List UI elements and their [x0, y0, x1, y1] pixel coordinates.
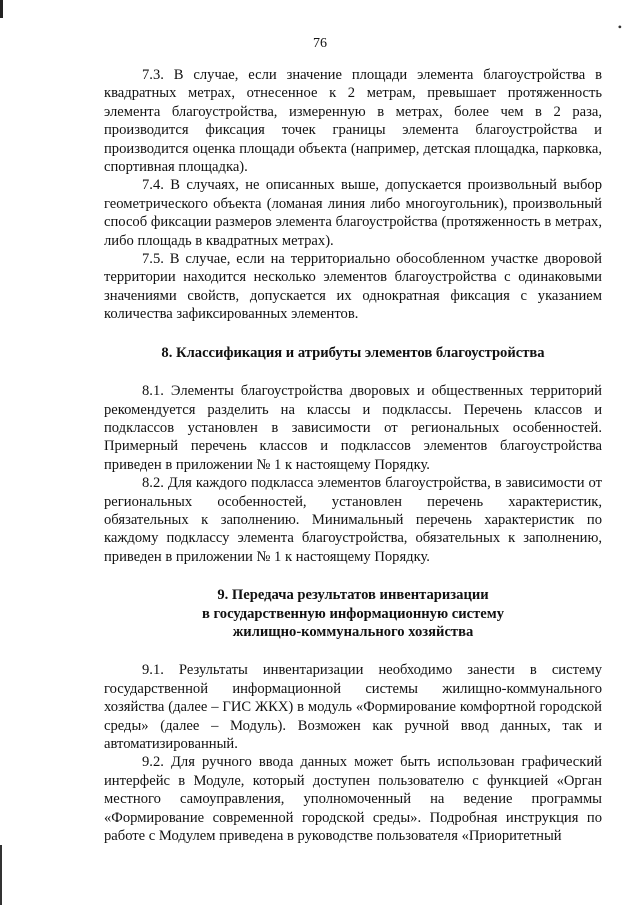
paragraph-7-5: 7.5. В случае, если на территориально обособленном участке дворовой территории находится несколько элементов благоустройства с одинаковыми значениями свойств, допускается их однократная фиксация с указанием количества зафиксированных элементов.: [104, 251, 602, 323]
section-8-heading: 8. Классификация и атрибуты элементов благоустройства: [161, 344, 545, 361]
section-9-heading-line: в государственную информационную систему: [202, 605, 504, 622]
paragraph-9-2: 9.2. Для ручного ввода данных может быть использован графический интерфейс в Модуле, который доступен пользователю с функцией «Орган местного самоуправления, уполномоченный на ведение программы «Формирование современной городской среды». Подробная инструкция по работе с Модулем приведена в руководстве пользователя «Приоритетный: [104, 754, 602, 845]
paragraph-8-1: 8.1. Элементы благоустройства дворовых и общественных территорий рекомендуется разделить на классы и подклассы. Перечень классов и подклассов установлен в зависимости от региональных особенностей. Примерный перечень классов и подклассов элементов благоустройства приведен в приложении № 1 к настоящему Порядку.: [104, 383, 602, 473]
page-number: 76: [313, 36, 327, 51]
corner-mark: •: [617, 20, 622, 34]
document-body: [104, 66, 602, 845]
section-9-heading-line: 9. Передача результатов инвентаризации: [217, 587, 489, 604]
paragraph-9-1: 9.1. Результаты инвентаризации необходимо занести в систему государственной информационной системы жилищно-коммунального хозяйства (далее – ГИС ЖКХ) в модуль «Формирование комфортной городской среды» (далее – Модуль). Возможен как ручной ввод данных, так и автоматизированный.: [104, 662, 602, 752]
paragraph-7-3: 7.3. В случае, если значение площади элемента благоустройства в квадратных метрах, отнесенное к 2 метрам, превышает протяженность элемента благоустройства, измеренную в метрах, более чем в 2 раза, производится фиксация точек границы элемента благоустройства и производится оценка площади объекта (например, детская площадка, парковка, спортивная площадка).: [104, 67, 602, 176]
section-9-heading-line: жилищно-коммунального хозяйства: [232, 623, 474, 640]
section-9-heading: [104, 586, 602, 641]
scan-edge-mark: [0, 845, 2, 905]
paragraph-7-4: 7.4. В случаях, не описанных выше, допускается произвольный выбор геометрического объекта (ломаная линия либо многоугольник), произвольный способ фиксации размеров элемента благоустройства (протяженность в метрах, либо площадь в квадратных метрах).: [104, 177, 602, 249]
scan-edge-mark: [0, 0, 3, 18]
paragraph-8-2: 8.2. Для каждого подкласса элементов благоустройства, в зависимости от региональных особенностей, установлен перечень характеристик, обязательных к заполнению. Минимальный перечень характеристик по каждому подклассу элемента благоустройства, обязательных к заполнению, приведен в приложении № 1 к настоящему Порядку.: [104, 475, 602, 565]
